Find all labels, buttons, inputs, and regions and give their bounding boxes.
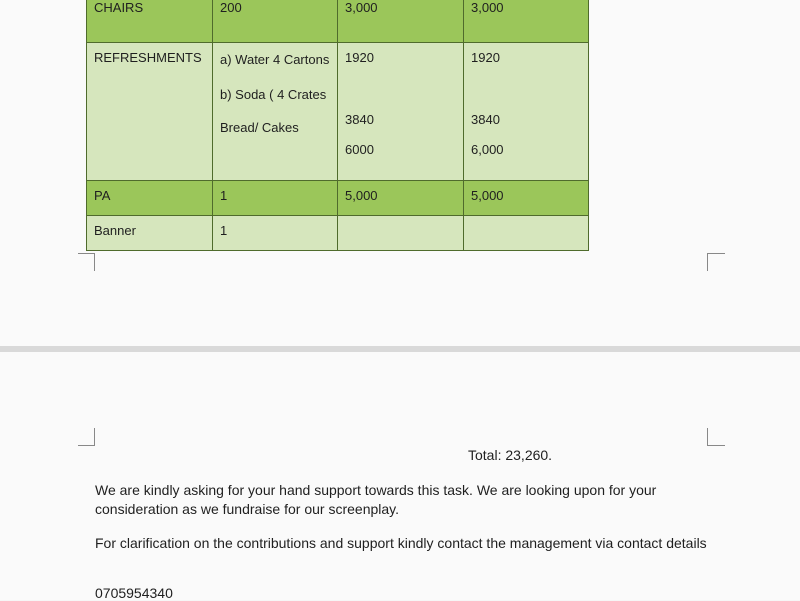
- unit-cost-soda: 3840: [345, 112, 374, 127]
- total-cell: 3,000: [464, 0, 589, 43]
- table-row-pa: [87, 181, 589, 216]
- total-cell: [464, 43, 589, 181]
- item-cell: Banner: [87, 216, 213, 251]
- total-cell: 5,000: [464, 181, 589, 216]
- document-page-lower: [0, 352, 800, 600]
- margin-corner-marker: [78, 253, 95, 271]
- item-cell: PA: [87, 181, 213, 216]
- total-water: 1920: [471, 50, 500, 65]
- margin-corner-marker: [707, 428, 725, 446]
- phone-number: 0705954340: [95, 585, 173, 601]
- total-soda: 3840: [471, 112, 500, 127]
- total-cell: [464, 216, 589, 251]
- quantity-soda: b) Soda ( 4 Crates: [220, 87, 327, 102]
- unit-cost-cell: 3,000: [338, 0, 464, 43]
- table-row-chairs: [87, 0, 589, 43]
- unit-cost-bread: 6000: [345, 142, 374, 157]
- quantity-cell: 200: [213, 0, 338, 43]
- margin-corner-marker: [707, 253, 725, 271]
- unit-cost-cell: 5,000: [338, 181, 464, 216]
- item-cell: CHAIRS: [87, 0, 213, 43]
- total-bread: 6,000: [471, 142, 504, 157]
- unit-cost-cell: [338, 43, 464, 181]
- total-line: Total: 23,260.: [468, 447, 553, 463]
- margin-corner-marker: [78, 428, 95, 446]
- unit-cost-water: 1920: [345, 50, 374, 65]
- table-row-refreshments: [87, 43, 589, 181]
- table-row-banner: [87, 216, 589, 251]
- quantity-cell: 1: [213, 216, 338, 251]
- request-paragraph: We are kindly asking for your hand support towards this task. We are looking upon for your consideration as we fundraise for our screenplay.: [95, 482, 657, 517]
- budget-table: [86, 0, 589, 251]
- quantity-water: a) Water 4 Cartons: [220, 52, 330, 67]
- quantity-cell: 1: [213, 181, 338, 216]
- quantity-bread: Bread/ Cakes: [220, 120, 299, 135]
- contact-paragraph: For clarification on the contributions and support kindly contact the management via contact details: [95, 535, 707, 551]
- item-cell: REFRESHMENTS: [87, 43, 213, 181]
- unit-cost-cell: [338, 216, 464, 251]
- quantity-cell: [213, 43, 338, 181]
